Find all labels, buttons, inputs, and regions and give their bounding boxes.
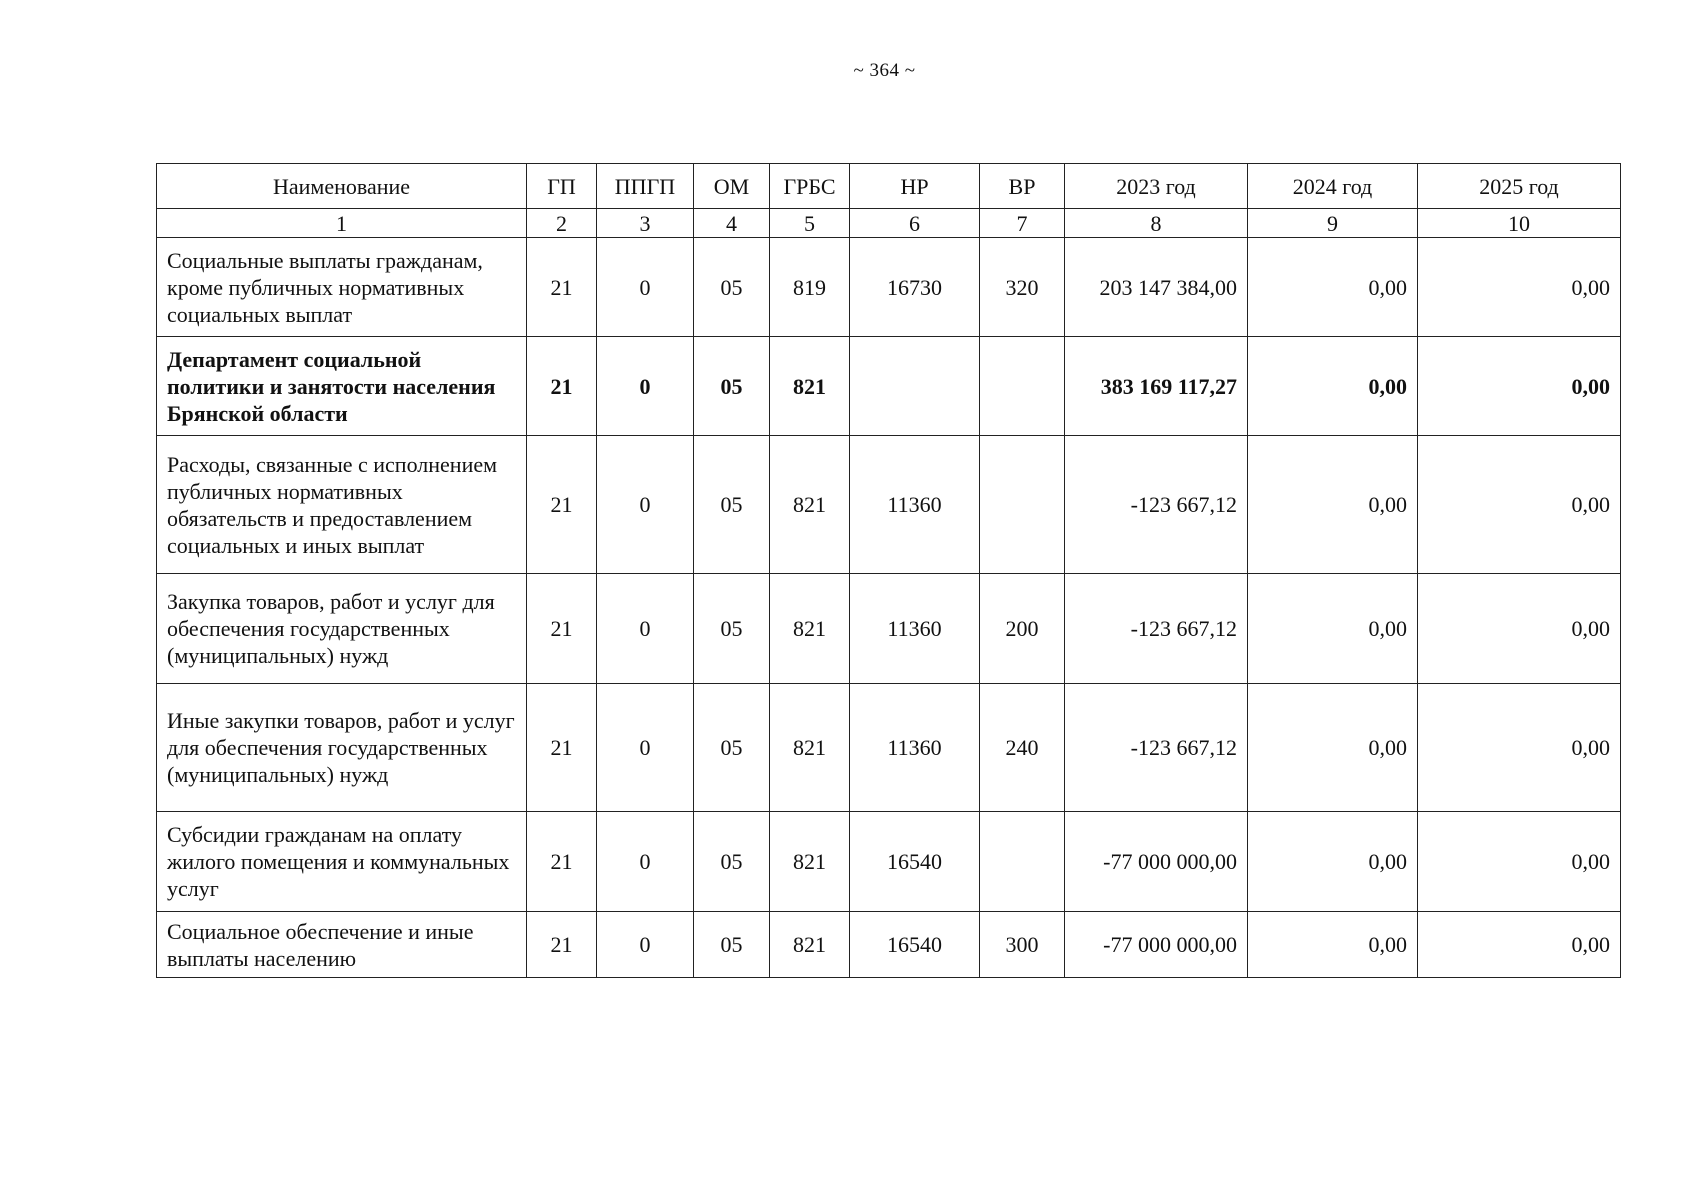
header-nr: НР xyxy=(850,164,980,209)
column-number: 3 xyxy=(597,209,694,238)
row-amount-2023: 203 147 384,00 xyxy=(1065,238,1248,337)
row-vr xyxy=(980,812,1065,912)
row-ppgp: 0 xyxy=(597,238,694,337)
row-gp: 21 xyxy=(527,684,597,812)
column-number: 9 xyxy=(1248,209,1418,238)
header-vr: ВР xyxy=(980,164,1065,209)
row-name: Социальное обеспечение и иные выплаты населению xyxy=(157,912,527,978)
header-grbs: ГРБС xyxy=(770,164,850,209)
row-ppgp: 0 xyxy=(597,912,694,978)
row-ppgp: 0 xyxy=(597,436,694,574)
row-amount-2024: 0,00 xyxy=(1248,912,1418,978)
row-amount-2025: 0,00 xyxy=(1418,574,1621,684)
row-grbs: 821 xyxy=(770,684,850,812)
row-vr: 320 xyxy=(980,238,1065,337)
row-vr xyxy=(980,337,1065,436)
row-om: 05 xyxy=(694,812,770,912)
header-gp: ГП xyxy=(527,164,597,209)
column-number: 1 xyxy=(157,209,527,238)
row-amount-2025: 0,00 xyxy=(1418,238,1621,337)
header-ppgp: ППГП xyxy=(597,164,694,209)
row-name: Субсидии гражданам на оплату жилого помещения и коммунальных услуг xyxy=(157,812,527,912)
header-2023: 2023 год xyxy=(1065,164,1248,209)
row-amount-2025: 0,00 xyxy=(1418,912,1621,978)
row-amount-2024: 0,00 xyxy=(1248,684,1418,812)
row-amount-2024: 0,00 xyxy=(1248,337,1418,436)
row-om: 05 xyxy=(694,912,770,978)
row-gp: 21 xyxy=(527,436,597,574)
row-nr: 11360 xyxy=(850,574,980,684)
row-grbs: 821 xyxy=(770,337,850,436)
row-nr: 11360 xyxy=(850,436,980,574)
row-vr: 200 xyxy=(980,574,1065,684)
budget-table-container xyxy=(156,163,1621,978)
row-name: Департамент социальной политики и занятости населения Брянской области xyxy=(157,337,527,436)
row-grbs: 819 xyxy=(770,238,850,337)
table-row xyxy=(157,912,1621,978)
row-nr: 16730 xyxy=(850,238,980,337)
page-number: ~ 364 ~ xyxy=(853,60,916,81)
row-name: Расходы, связанные с исполнением публичных нормативных обязательств и предоставлением социальных и иных выплат xyxy=(157,436,527,574)
row-gp: 21 xyxy=(527,574,597,684)
row-vr xyxy=(980,436,1065,574)
column-number: 10 xyxy=(1418,209,1621,238)
budget-table xyxy=(156,163,1621,978)
row-gp: 21 xyxy=(527,912,597,978)
row-grbs: 821 xyxy=(770,812,850,912)
row-ppgp: 0 xyxy=(597,684,694,812)
header-2024: 2024 год xyxy=(1248,164,1418,209)
row-name: Иные закупки товаров, работ и услуг для обеспечения государственных (муниципальных) нужд xyxy=(157,684,527,812)
column-number-row xyxy=(157,209,1621,238)
row-nr: 16540 xyxy=(850,912,980,978)
row-nr: 11360 xyxy=(850,684,980,812)
column-number: 2 xyxy=(527,209,597,238)
table-row xyxy=(157,436,1621,574)
row-amount-2024: 0,00 xyxy=(1248,436,1418,574)
row-amount-2023: -77 000 000,00 xyxy=(1065,812,1248,912)
column-number: 6 xyxy=(850,209,980,238)
row-amount-2023: -77 000 000,00 xyxy=(1065,912,1248,978)
row-ppgp: 0 xyxy=(597,337,694,436)
table-row xyxy=(157,337,1621,436)
table-row xyxy=(157,574,1621,684)
row-om: 05 xyxy=(694,436,770,574)
row-om: 05 xyxy=(694,238,770,337)
table-body xyxy=(157,238,1621,978)
row-amount-2023: -123 667,12 xyxy=(1065,684,1248,812)
row-amount-2023: -123 667,12 xyxy=(1065,574,1248,684)
column-number: 4 xyxy=(694,209,770,238)
row-name: Закупка товаров, работ и услуг для обеспечения государственных (муниципальных) нужд xyxy=(157,574,527,684)
row-ppgp: 0 xyxy=(597,574,694,684)
header-om: ОМ xyxy=(694,164,770,209)
row-grbs: 821 xyxy=(770,574,850,684)
header-2025: 2025 год xyxy=(1418,164,1621,209)
table-row xyxy=(157,238,1621,337)
row-amount-2025: 0,00 xyxy=(1418,812,1621,912)
column-number: 8 xyxy=(1065,209,1248,238)
column-number: 5 xyxy=(770,209,850,238)
row-amount-2025: 0,00 xyxy=(1418,436,1621,574)
column-number: 7 xyxy=(980,209,1065,238)
table-row xyxy=(157,684,1621,812)
row-amount-2025: 0,00 xyxy=(1418,337,1621,436)
row-grbs: 821 xyxy=(770,436,850,574)
table-row xyxy=(157,812,1621,912)
row-gp: 21 xyxy=(527,337,597,436)
row-vr: 240 xyxy=(980,684,1065,812)
row-grbs: 821 xyxy=(770,912,850,978)
row-nr: 16540 xyxy=(850,812,980,912)
row-amount-2023: -123 667,12 xyxy=(1065,436,1248,574)
row-vr: 300 xyxy=(980,912,1065,978)
row-name: Социальные выплаты гражданам, кроме публичных нормативных социальных выплат xyxy=(157,238,527,337)
row-amount-2024: 0,00 xyxy=(1248,574,1418,684)
row-amount-2025: 0,00 xyxy=(1418,684,1621,812)
row-amount-2023: 383 169 117,27 xyxy=(1065,337,1248,436)
row-gp: 21 xyxy=(527,812,597,912)
row-gp: 21 xyxy=(527,238,597,337)
row-amount-2024: 0,00 xyxy=(1248,238,1418,337)
header-name: Наименование xyxy=(157,164,527,209)
row-om: 05 xyxy=(694,684,770,812)
row-om: 05 xyxy=(694,574,770,684)
row-om: 05 xyxy=(694,337,770,436)
row-ppgp: 0 xyxy=(597,812,694,912)
row-nr xyxy=(850,337,980,436)
row-amount-2024: 0,00 xyxy=(1248,812,1418,912)
table-header-row xyxy=(157,164,1621,209)
